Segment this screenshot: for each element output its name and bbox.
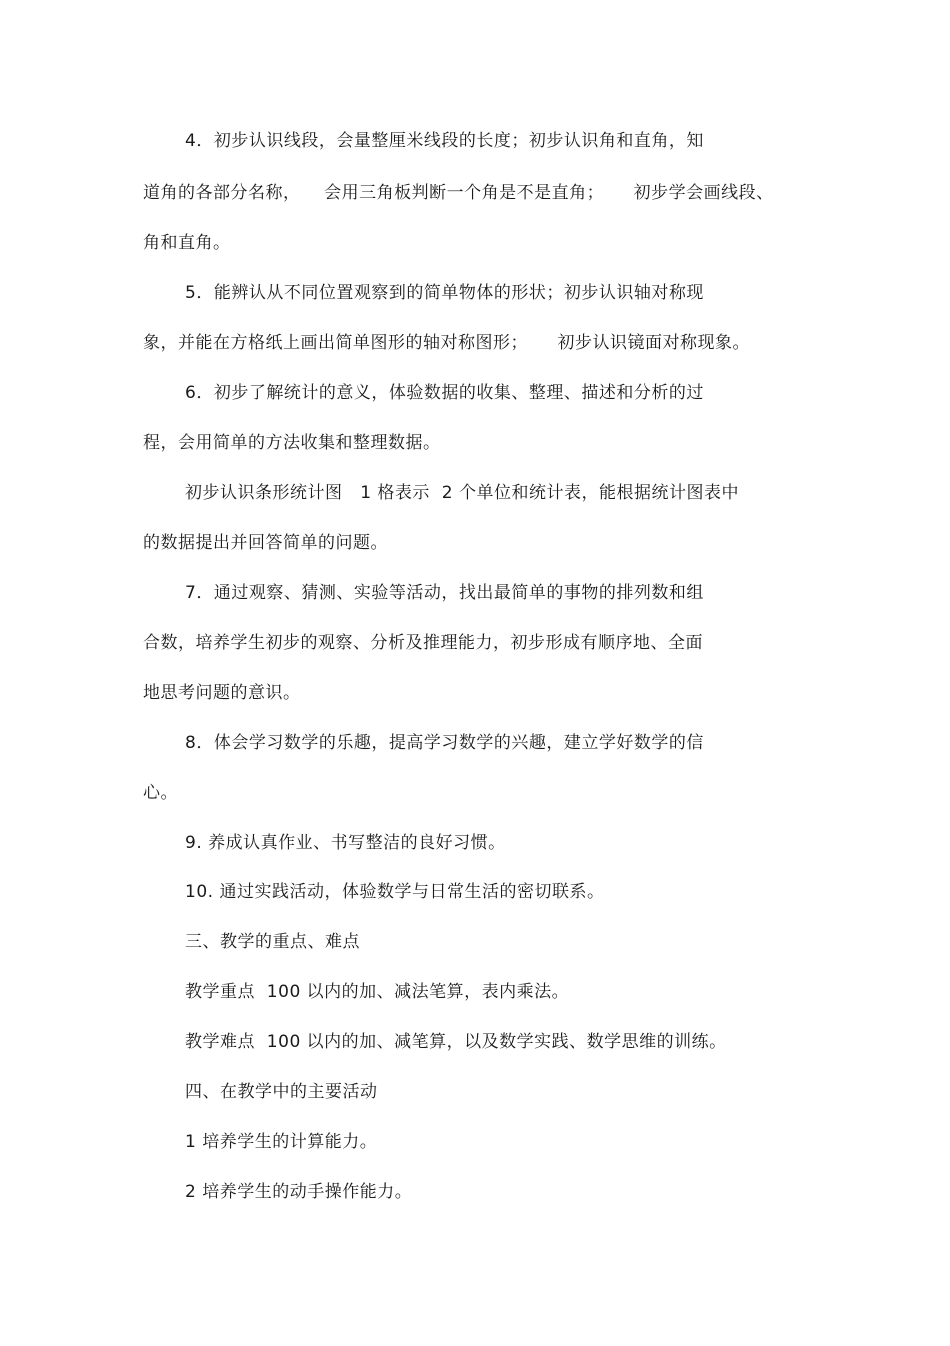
section-heading-3: 三、教学的重点、难点: [185, 932, 360, 952]
paragraph-7-line-2: 合数，培养学生初步的观察、分析及推理能力，初步形成有顺序地、全面: [143, 633, 703, 653]
paragraph-5-line-2: 象，并能在方格纸上画出简单图形的轴对称图形； 初步认识镜面对称现象。: [143, 333, 751, 353]
paragraph-4-line-2: 道角的各部分名称， 会用三角板判断一个角是不是直角； 初步学会画线段、: [143, 183, 774, 203]
activity-2: 2 培养学生的动手操作能力。: [185, 1182, 413, 1202]
paragraph-6-line-1: 6．初步了解统计的意义，体验数据的收集、整理、描述和分析的过: [185, 383, 704, 403]
teaching-focus: 教学重点 100 以内的加、减法笔算，表内乘法。: [185, 982, 570, 1002]
paragraph-5-line-1: 5．能辨认从不同位置观察到的简单物体的形状；初步认识轴对称现: [185, 283, 704, 303]
paragraph-6-line-2: 程，会用简单的方法收集和整理数据。: [143, 433, 441, 453]
activity-1: 1 培养学生的计算能力。: [185, 1132, 378, 1152]
paragraph-8-line-1: 8．体会学习数学的乐趣，提高学习数学的兴趣，建立学好数学的信: [185, 733, 704, 753]
teaching-difficulty: 教学难点 100 以内的加、减笔算，以及数学实践、数学思维的训练。: [185, 1032, 727, 1052]
paragraph-4-line-3: 角和直角。: [143, 233, 231, 253]
paragraph-7-line-3: 地思考问题的意识。: [143, 683, 301, 703]
bar-chart-line-1: 初步认识条形统计图 1 格表示 2 个单位和统计表，能根据统计图表中: [185, 483, 739, 503]
paragraph-7-line-1: 7．通过观察、猜测、实验等活动，找出最简单的事物的排列数和组: [185, 583, 704, 603]
bar-chart-line-2: 的数据提出并回答简单的问题。: [143, 533, 388, 553]
paragraph-9: 9. 养成认真作业、书写整洁的良好习惯。: [185, 833, 506, 853]
paragraph-4-line-1: 4．初步认识线段，会量整厘米线段的长度；初步认识角和直角，知: [185, 131, 704, 151]
section-heading-4: 四、在教学中的主要活动: [185, 1082, 378, 1102]
paragraph-10: 10. 通过实践活动，体验数学与日常生活的密切联系。: [185, 882, 605, 902]
paragraph-8-line-2: 心。: [143, 783, 178, 803]
